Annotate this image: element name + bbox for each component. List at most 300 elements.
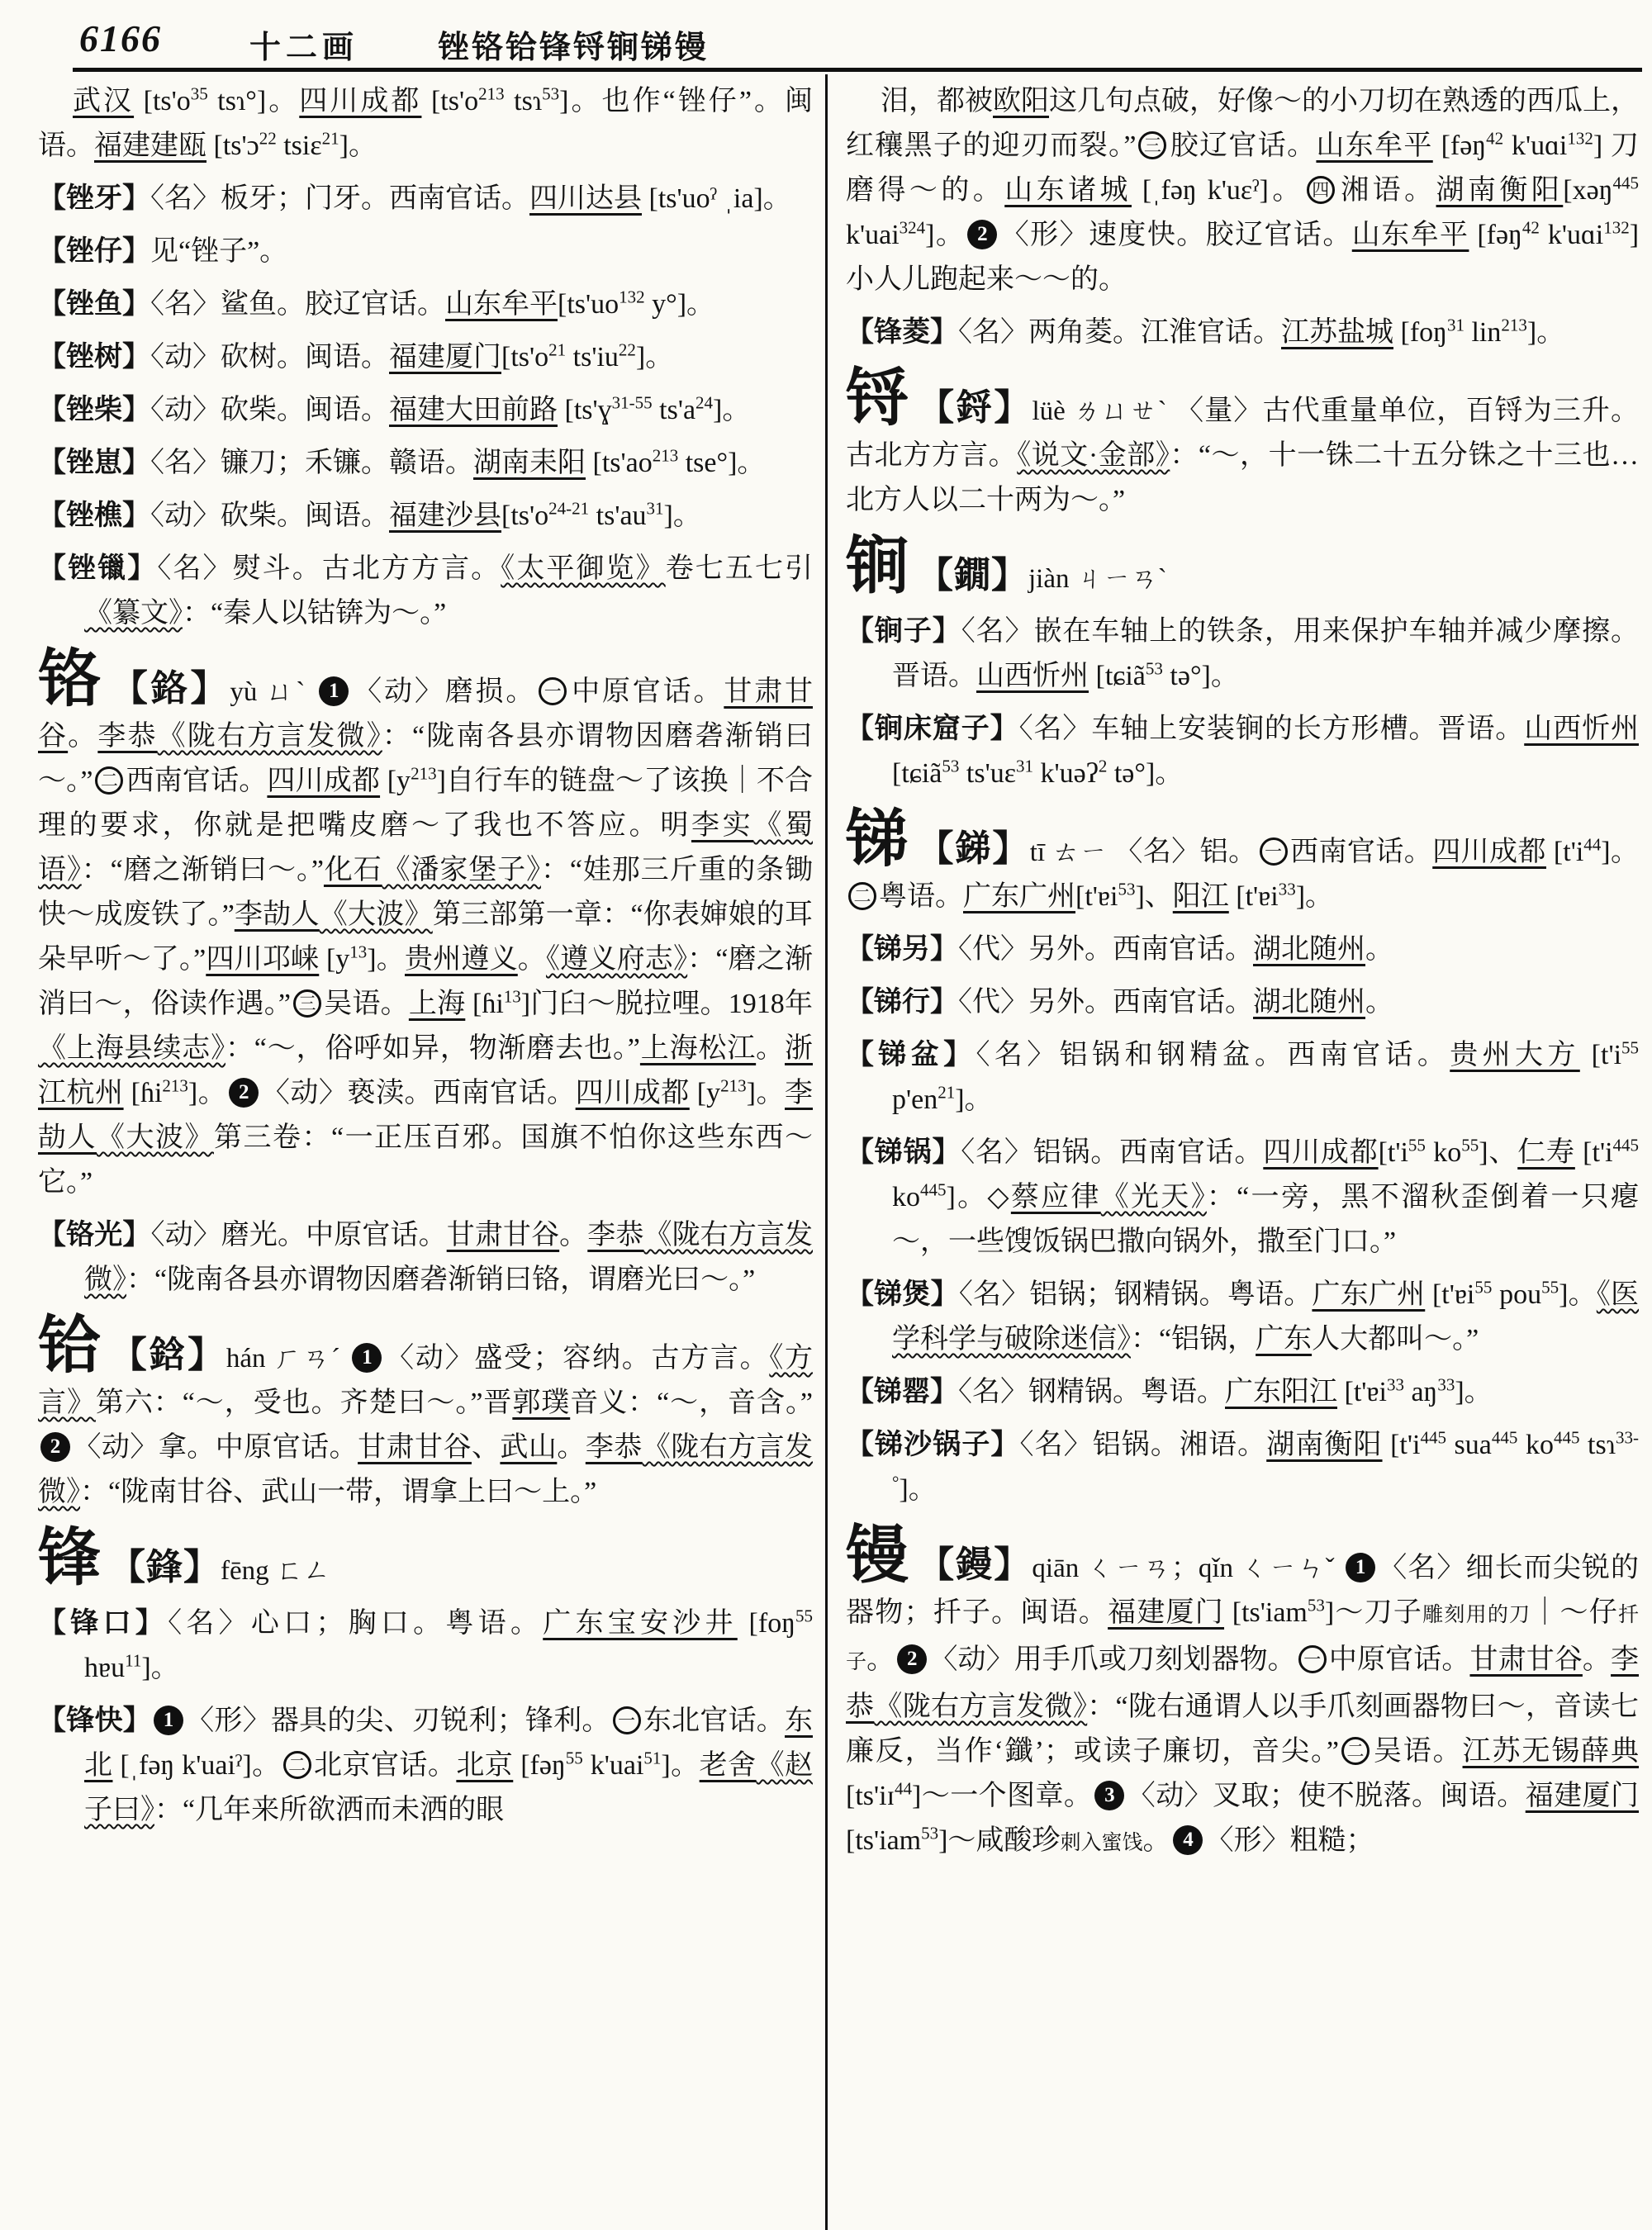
text-run: [t'i bbox=[1545, 837, 1584, 867]
text-run: 。 bbox=[517, 944, 546, 975]
text-run: [ˌfəŋ k'uaiˀ]。 bbox=[112, 1750, 281, 1781]
text-run: ]。 bbox=[188, 1078, 227, 1108]
sense-number-icon: 2 bbox=[229, 1078, 259, 1108]
place-name: 广东广州 bbox=[1312, 1279, 1426, 1310]
text-run: 西南官话。 bbox=[126, 766, 268, 796]
text-run: 。 bbox=[756, 1033, 786, 1064]
entry-headword: 【锉树】 bbox=[38, 342, 150, 372]
tone-superscript: 55 bbox=[795, 1606, 813, 1626]
sense-number-icon: 1 bbox=[352, 1343, 382, 1373]
text-run: 见“锉子”。 bbox=[150, 236, 288, 267]
text-run: 〈名〉铝锅；钢精锅。粤语。 bbox=[958, 1279, 1313, 1310]
sub-entry bbox=[38, 177, 813, 221]
tone-superscript: 31-55 bbox=[611, 392, 653, 413]
text-run: 〈名〉钢精锅。粤语。 bbox=[958, 1377, 1225, 1407]
text-run: 北京官话。 bbox=[313, 1750, 457, 1781]
pronunciation: lüè ㄌㄩㄝˋ bbox=[1032, 396, 1176, 426]
text-run: k'uai bbox=[846, 220, 900, 250]
text-run: [t'i bbox=[1382, 1430, 1421, 1460]
subsense-number-icon: 一 bbox=[539, 677, 567, 705]
text-run: [t'i bbox=[1579, 1040, 1622, 1070]
subsense-number-icon: 三 bbox=[293, 989, 321, 1018]
place-name: 甘肃甘谷 bbox=[38, 676, 813, 752]
tone-superscript: 53 bbox=[921, 1823, 939, 1843]
entry-headword: 【锑沙锅子】 bbox=[846, 1430, 1020, 1460]
text-run: 〈名〉镰刀；禾镰。赣语。 bbox=[150, 448, 473, 478]
text-run: tə°]。 bbox=[1107, 758, 1184, 789]
sub-entry bbox=[846, 928, 1639, 972]
text-run: 第三部第一章：“你表婶娘的耳朵早听～了。” bbox=[38, 899, 813, 975]
tone-superscript: 445 bbox=[1553, 1427, 1580, 1448]
head-character: 锊 bbox=[846, 364, 909, 434]
text-run: ]小人儿跑起来～～的。 bbox=[846, 220, 1639, 295]
subsense-number-icon: 三 bbox=[1138, 131, 1166, 159]
text-run: 〈名〉铝锅。西南官话。 bbox=[961, 1137, 1264, 1168]
book-title: 《太平御览》 bbox=[501, 553, 666, 584]
tone-superscript: 55 bbox=[1408, 1135, 1426, 1155]
entry-headword: 【锋菱】 bbox=[846, 317, 958, 348]
text-run: ]、 bbox=[1135, 881, 1173, 912]
place-name: 湖南衡阳 bbox=[1436, 175, 1564, 206]
text-run: ]。 bbox=[661, 1750, 700, 1781]
subsense-number-icon: 一 bbox=[613, 1706, 641, 1734]
header-rule bbox=[73, 68, 1642, 72]
text-run: ]～刀子 bbox=[1324, 1597, 1423, 1628]
place-name: 北京 bbox=[456, 1750, 514, 1781]
place-name: 四川邛崃 bbox=[206, 944, 320, 975]
sub-entry bbox=[38, 441, 813, 486]
book-title: 《医学科学与破除迷信》 bbox=[892, 1279, 1639, 1355]
tone-superscript: 445 bbox=[1612, 1135, 1639, 1155]
entry-headword: 【锋快】 bbox=[38, 1706, 151, 1736]
traditional-form: 【鋡】 bbox=[109, 1335, 226, 1375]
place-name: 李实 bbox=[691, 810, 754, 841]
text-run: ]。也作“锉仔”。闽语。 bbox=[38, 86, 813, 161]
subsense-number-icon: 二 bbox=[1341, 1737, 1370, 1765]
tone-superscript: 55 bbox=[1461, 1135, 1479, 1155]
text-run: 〈名〉两角菱。江淮官话。 bbox=[958, 317, 1281, 348]
place-name: 福建建瓯 bbox=[94, 130, 206, 161]
text-run: pou bbox=[1492, 1279, 1542, 1310]
text-run: tsɿ°]。 bbox=[207, 86, 300, 116]
tone-superscript: 21 bbox=[321, 128, 339, 149]
entry-headword: 【锑锅】 bbox=[846, 1137, 961, 1168]
page-header bbox=[0, 12, 1652, 64]
sense-number-icon: 1 bbox=[1346, 1553, 1375, 1582]
place-name: 李恭 bbox=[846, 1644, 1639, 1722]
text-run: ]。 bbox=[339, 130, 377, 161]
sense-number-icon: 2 bbox=[40, 1432, 70, 1462]
gloss-note: 雕刻用的刀 bbox=[1422, 1604, 1531, 1626]
tone-superscript: 445 bbox=[1612, 173, 1639, 193]
text-run: ｜～仔 bbox=[1531, 1597, 1618, 1628]
text-run: [ts'ɣ bbox=[558, 395, 612, 425]
header-character-list: 锉铬铪锋锊锏锑镘 bbox=[438, 31, 710, 65]
entry-headword: 【锑煲】 bbox=[846, 1279, 959, 1310]
text-run: y°]。 bbox=[644, 289, 715, 320]
book-title: 《光天》 bbox=[1100, 1182, 1207, 1212]
text-run: ]。 bbox=[955, 1084, 993, 1115]
text-run: [ts'iɪ bbox=[846, 1781, 895, 1811]
text-run: hɐu bbox=[84, 1653, 126, 1683]
book-title: 《陇右方言发微》 bbox=[874, 1691, 1088, 1722]
text-run: [xəŋ bbox=[1563, 175, 1613, 206]
book-title: 《大波》 bbox=[319, 899, 433, 930]
text-run: 中原官话。 bbox=[1328, 1644, 1470, 1675]
sense-number-icon: 1 bbox=[319, 676, 349, 706]
entry-headword: 【锉牙】 bbox=[38, 183, 150, 214]
text-run: 。 bbox=[866, 1644, 895, 1675]
text-run: tse°]。 bbox=[678, 448, 766, 478]
place-name: 上海松江 bbox=[639, 1033, 757, 1064]
text-run: ：“陇南各县亦谓物因磨砻渐销曰～。” bbox=[38, 721, 813, 796]
text-run: 〈动〉拿。中原官话。 bbox=[73, 1432, 358, 1463]
continuation-paragraph bbox=[846, 79, 1639, 302]
text-run: 〈动〉砍柴。闽语。 bbox=[150, 395, 389, 425]
traditional-form: 【鋝】 bbox=[917, 387, 1032, 428]
text-run: ：“磨之渐销曰～。” bbox=[81, 855, 324, 885]
sense-number-icon: 3 bbox=[1094, 1781, 1124, 1810]
continuation-paragraph bbox=[38, 79, 813, 168]
text-run: 东北官话。 bbox=[643, 1706, 786, 1736]
text-run: [tɕiã bbox=[1089, 661, 1146, 691]
sub-entry bbox=[38, 547, 813, 636]
head-character: 锑 bbox=[846, 805, 909, 875]
tone-superscript: 445 bbox=[920, 1179, 947, 1200]
text-run: [ts'iam bbox=[846, 1825, 922, 1856]
sub-entry bbox=[38, 388, 813, 433]
text-run: ]。 bbox=[1455, 1377, 1493, 1407]
tone-superscript: 53 bbox=[542, 83, 560, 104]
text-run: 。 bbox=[559, 1220, 588, 1250]
text-run: 。 bbox=[1365, 987, 1393, 1018]
text-run: ts'iu bbox=[566, 342, 619, 372]
text-run: 音义：“～，音含。” bbox=[570, 1388, 813, 1418]
text-run: 湘语。 bbox=[1336, 175, 1436, 206]
book-title: 《陇右方言发微》 bbox=[84, 1220, 813, 1295]
tone-superscript: 33 bbox=[1437, 1374, 1455, 1395]
text-run: ：“～，十一铢二十五分铢之十三也…北方人以二十两为～。” bbox=[846, 440, 1639, 515]
subsense-number-icon: 一 bbox=[1260, 837, 1288, 866]
place-name: 湖南衡阳 bbox=[1266, 1430, 1383, 1460]
place-name: 东北 bbox=[84, 1706, 813, 1781]
main-entry bbox=[38, 645, 813, 1205]
text-run: 第三卷：“一正压百邪。国旗不怕你这些东西～它。” bbox=[38, 1122, 813, 1198]
tone-superscript: 213 bbox=[720, 1075, 747, 1096]
sub-entry bbox=[846, 1033, 1639, 1122]
text-run: [t'ɐi bbox=[1228, 881, 1279, 912]
sub-entry bbox=[38, 335, 813, 380]
place-name: 福建厦门 bbox=[389, 342, 501, 372]
text-run: 第六：“～，受也。齐楚曰～。”晋 bbox=[95, 1388, 513, 1418]
stroke-section-label: 十二画 bbox=[249, 31, 359, 65]
text-run: 吴语。 bbox=[1371, 1736, 1463, 1767]
text-run: ]。 bbox=[925, 220, 966, 250]
text-run: 这几句点破，好像～的小刀切在熟透的西瓜上，红穰黑子的迎刃而裂。” bbox=[846, 86, 1639, 161]
place-name: 江苏盐城 bbox=[1281, 317, 1393, 348]
book-title: 《遵义府志》 bbox=[545, 944, 688, 975]
pronunciation: qiān ㄑㄧㄢ；qǐn ㄑㄧㄣˇ bbox=[1032, 1554, 1344, 1583]
sub-entry bbox=[846, 1273, 1639, 1362]
entry-headword: 【锏床窟子】 bbox=[846, 714, 1019, 744]
text-run: tsɿ bbox=[1579, 1430, 1616, 1460]
place-name: 李劼人 bbox=[234, 899, 320, 930]
traditional-form: 【鋒】 bbox=[109, 1547, 221, 1587]
text-run: ：“磨之渐消曰～，俗读作遇。” bbox=[38, 944, 813, 1019]
text-run: [t'i bbox=[1574, 1137, 1613, 1168]
tone-superscript: 213 bbox=[162, 1075, 188, 1096]
tone-superscript: 445 bbox=[1420, 1427, 1446, 1448]
pronunciation: fēng ㄈㄥ bbox=[221, 1556, 330, 1586]
main-entry bbox=[846, 805, 1639, 919]
tone-superscript: 55 bbox=[1541, 1277, 1559, 1298]
place-name: 广东广州 bbox=[963, 881, 1075, 912]
book-title: 《上海县续志》 bbox=[38, 1033, 225, 1064]
tone-superscript: 31 bbox=[1446, 315, 1464, 335]
main-entry bbox=[846, 532, 1639, 601]
text-run: sua bbox=[1446, 1430, 1492, 1460]
main-entry bbox=[38, 1524, 813, 1593]
text-run: ] 刀磨得～的。 bbox=[846, 130, 1639, 206]
tone-superscript: 21 bbox=[938, 1082, 956, 1103]
pronunciation: hán ㄏㄢˊ bbox=[225, 1344, 350, 1374]
sub-entry bbox=[38, 494, 813, 539]
text-run: [ts'o bbox=[501, 342, 549, 372]
text-run: 中原官话。 bbox=[569, 676, 724, 707]
text-run: 〈代〉另外。西南官话。 bbox=[958, 987, 1253, 1018]
traditional-form: 【鏝】 bbox=[917, 1544, 1032, 1585]
book-title: 《蜀语》 bbox=[38, 810, 813, 885]
tone-superscript: 35 bbox=[190, 83, 208, 104]
head-character: 锏 bbox=[846, 532, 909, 601]
tone-superscript: 13 bbox=[349, 942, 368, 962]
text-run: [fəŋ bbox=[1432, 130, 1487, 161]
text-run: ko bbox=[892, 1182, 920, 1212]
place-name: 山东诸城 bbox=[1004, 175, 1132, 206]
text-run: 。 bbox=[1582, 1644, 1612, 1675]
text-run: 。 bbox=[1365, 934, 1393, 965]
text-run: k'uai bbox=[582, 1750, 644, 1781]
text-run: 〈动〉磨损。 bbox=[351, 676, 537, 707]
traditional-form: 【鐗】 bbox=[917, 555, 1028, 595]
sense-number-icon: 1 bbox=[154, 1706, 183, 1735]
text-run: ：“娃那三斤重的条锄快～成废铁了。” bbox=[38, 855, 813, 930]
text-run: [ɦi bbox=[123, 1078, 163, 1108]
place-name: 浙江杭州 bbox=[38, 1033, 813, 1108]
text-run: ：“陇南甘谷、武山一带，谓拿上曰～上。” bbox=[80, 1477, 597, 1507]
text-run: 〈代〉另外。西南官话。 bbox=[958, 934, 1253, 965]
text-run: [tɕiã bbox=[892, 758, 942, 789]
place-name: 阳江 bbox=[1172, 881, 1229, 912]
tone-superscript: 2 bbox=[1098, 756, 1108, 776]
tone-superscript: 31 bbox=[1016, 756, 1033, 776]
text-run: 〈名〉心口；胸口。粤语。 bbox=[168, 1608, 544, 1639]
book-title: 《赵子曰》 bbox=[84, 1750, 813, 1825]
text-run: [t'ɐi bbox=[1337, 1377, 1387, 1407]
tone-superscript: 55 bbox=[1474, 1277, 1493, 1298]
text-run: lin bbox=[1464, 317, 1502, 348]
page-number: 6166 bbox=[79, 17, 162, 59]
entry-headword: 【锑罂】 bbox=[846, 1377, 958, 1407]
sense-number-icon: 2 bbox=[967, 220, 997, 249]
subsense-number-icon: 一 bbox=[1298, 1645, 1327, 1673]
text-run: [t'i bbox=[1378, 1137, 1408, 1168]
head-character: 铬 bbox=[38, 645, 101, 714]
entry-headword: 【锉樵】 bbox=[38, 501, 150, 531]
place-name: 湖南耒阳 bbox=[473, 448, 586, 478]
place-name: 江苏无锡薛典 bbox=[1462, 1736, 1639, 1767]
head-character: 锋 bbox=[38, 1524, 101, 1593]
text-run: ：“陇南各县亦谓物因磨砻渐销曰铬，谓磨光曰～。” bbox=[126, 1264, 756, 1295]
place-name: 李劼人 bbox=[38, 1078, 813, 1153]
text-run: ko bbox=[1425, 1137, 1462, 1168]
tone-superscript: 33-° bbox=[892, 1427, 1639, 1492]
tone-superscript: 53 bbox=[1118, 879, 1136, 899]
text-run: 〈动〉磨光。中原官话。 bbox=[150, 1220, 447, 1250]
place-name: 甘肃甘谷 bbox=[446, 1220, 560, 1250]
pronunciation: tī ㄊㄧ bbox=[1029, 837, 1115, 867]
book-title: 《方言》 bbox=[38, 1343, 813, 1418]
sub-entry bbox=[38, 1601, 813, 1691]
place-name: 贵州大方 bbox=[1450, 1040, 1580, 1070]
place-name: 广东宝安沙井 bbox=[543, 1608, 738, 1639]
text-run: ts'au bbox=[589, 501, 647, 531]
tone-superscript: 213 bbox=[478, 83, 505, 104]
text-run: ]。 bbox=[1526, 317, 1565, 348]
text-run: [ts'ao bbox=[586, 448, 653, 478]
place-name: 福建厦门 bbox=[1108, 1597, 1225, 1628]
text-run: ]。 bbox=[367, 944, 405, 975]
place-name: 老舍 bbox=[699, 1750, 757, 1781]
entry-headword: 【锑行】 bbox=[846, 987, 958, 1018]
tone-superscript: 132 bbox=[1567, 128, 1593, 149]
text-run: 胶辽官话。 bbox=[1169, 130, 1317, 161]
tone-superscript: 213 bbox=[652, 445, 679, 466]
text-run: 〈名〉板牙；门牙。西南官话。 bbox=[150, 183, 529, 214]
text-run: [ts'o bbox=[134, 86, 191, 116]
place-name: 四川成都 bbox=[299, 86, 422, 116]
text-run: 泪，都被 bbox=[881, 86, 993, 116]
text-run: ]。 bbox=[746, 1078, 786, 1108]
text-run: 〈动〉亵渎。西南官话。 bbox=[261, 1078, 576, 1108]
text-run: 西南官话。 bbox=[1289, 837, 1433, 867]
place-name: 武汉 bbox=[73, 86, 135, 116]
place-name: 四川成都 bbox=[267, 766, 381, 796]
text-run: tə°]。 bbox=[1162, 661, 1239, 691]
text-run: 〈名〉熨斗。古北方方言。 bbox=[157, 553, 501, 584]
tone-superscript: 44 bbox=[895, 1778, 913, 1799]
pronunciation: yù ㄩˋ bbox=[230, 677, 317, 707]
place-name: 四川成都 bbox=[575, 1078, 690, 1108]
place-name: 仁寿 bbox=[1517, 1137, 1575, 1168]
sense-number-icon: 4 bbox=[1173, 1825, 1203, 1855]
tone-superscript: 44 bbox=[1583, 834, 1602, 855]
place-name: 山东牟平 bbox=[445, 289, 558, 320]
left-column bbox=[38, 79, 813, 2230]
sub-entry bbox=[38, 282, 813, 327]
text-run: ：“一旁，黑不溜秋歪倒着一只瘪～，一些馊饭锅巴撒向锅外，撒至门口。” bbox=[892, 1182, 1639, 1257]
text-run: [fəŋ bbox=[1469, 220, 1522, 250]
tone-superscript: 24 bbox=[695, 392, 714, 413]
sense-number-icon: 2 bbox=[897, 1644, 927, 1674]
tone-superscript: 22 bbox=[259, 128, 277, 149]
tone-superscript: 22 bbox=[618, 339, 636, 360]
text-run: [fəŋ bbox=[513, 1750, 566, 1781]
text-run: ：“～，俗呼如异，物渐磨去也。” bbox=[225, 1033, 640, 1064]
place-name: 广东 bbox=[1256, 1324, 1313, 1355]
book-title: 《说文·金部》 bbox=[1017, 440, 1170, 471]
text-run: [ts'uo bbox=[558, 289, 620, 320]
entry-headword: 【锉鱼】 bbox=[38, 289, 150, 320]
text-run: [ts'o bbox=[501, 501, 549, 531]
text-run: [ts'o bbox=[421, 86, 479, 116]
place-name: 郭璞 bbox=[512, 1388, 571, 1418]
tone-superscript: 132 bbox=[619, 287, 645, 307]
text-run: ]。 bbox=[663, 501, 701, 531]
text-run: 粤语。 bbox=[879, 881, 963, 912]
text-run: ]、 bbox=[1479, 1137, 1518, 1168]
entry-headword: 【锑另】 bbox=[846, 934, 958, 965]
sub-entry bbox=[846, 1370, 1639, 1415]
text-run: [foŋ bbox=[737, 1608, 796, 1639]
place-name: 欧阳 bbox=[993, 86, 1049, 116]
sub-entry bbox=[38, 1699, 813, 1833]
text-run: ：“陇右通谓人以手爪刻画器物曰～，音读七廉反，当作‘鑯’；或读子廉切，音尖。” bbox=[846, 1691, 1639, 1767]
tone-superscript: 33 bbox=[1386, 1374, 1404, 1395]
text-run: ：“铝锅， bbox=[1131, 1324, 1256, 1355]
text-run: ko bbox=[1517, 1430, 1554, 1460]
text-run: [ɦi bbox=[465, 989, 504, 1019]
tone-superscript: 21 bbox=[548, 339, 567, 360]
text-run: [y bbox=[689, 1078, 721, 1108]
text-run: 〈动〉砍柴。闽语。 bbox=[150, 501, 389, 531]
text-run: p'en bbox=[892, 1084, 938, 1115]
text-run: ]。 bbox=[635, 342, 674, 372]
text-run: 〈名〉鲨鱼。胶辽官话。 bbox=[150, 289, 445, 320]
sub-entry bbox=[846, 980, 1639, 1025]
place-name: 武山 bbox=[500, 1432, 558, 1463]
place-name: 湖北随州 bbox=[1253, 934, 1365, 965]
column-divider bbox=[825, 74, 828, 2230]
text-run: 〈形〉粗糙； bbox=[1205, 1825, 1374, 1856]
tone-superscript: 213 bbox=[411, 763, 437, 784]
text-run: ts'uɛ bbox=[959, 758, 1016, 789]
sub-entry bbox=[846, 610, 1639, 699]
text-run: [ts'uoˀ ˌia]。 bbox=[642, 183, 791, 214]
place-name: 甘肃甘谷 bbox=[1469, 1644, 1583, 1675]
text-run: 人大都叫～。” bbox=[1312, 1324, 1479, 1355]
book-title: 《陇右方言发微》 bbox=[38, 1432, 813, 1507]
text-run: ts'a bbox=[652, 395, 696, 425]
place-name: 湖北随州 bbox=[1253, 987, 1365, 1018]
right-column bbox=[846, 79, 1639, 2230]
book-title: 《纂文》 bbox=[84, 598, 183, 629]
subsense-number-icon: 二 bbox=[95, 766, 123, 795]
text-run: k'uɑi bbox=[1539, 220, 1604, 250]
tone-superscript: 51 bbox=[643, 1748, 662, 1768]
place-name: 化石 bbox=[323, 855, 382, 885]
text-run: ：“几年来所欲洒而未洒的眼 bbox=[154, 1795, 505, 1825]
place-name: 甘肃甘谷 bbox=[358, 1432, 472, 1463]
text-run: k'uɑi bbox=[1503, 130, 1568, 161]
tone-superscript: 42 bbox=[1486, 128, 1504, 149]
text-run: 〈名〉铝锅和钢精盆。西南官话。 bbox=[976, 1040, 1450, 1070]
entry-headword: 【锑盆】 bbox=[846, 1040, 976, 1070]
tone-superscript: 324 bbox=[899, 217, 926, 238]
place-name: 福建大田前路 bbox=[389, 395, 558, 425]
gloss-note: 刺入蜜饯 bbox=[1060, 1832, 1143, 1854]
subsense-number-icon: 二 bbox=[283, 1751, 311, 1779]
